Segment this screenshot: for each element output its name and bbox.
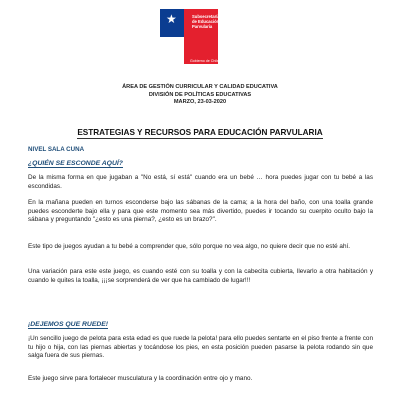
paragraph: Este juego sirve para fortalecer musculatura y la coordinación entre ojo y mano. — [28, 375, 253, 382]
section-heading — [28, 160, 123, 167]
section-heading-text: ¡DEJEMOS QUE RUEDE! — [28, 321, 109, 328]
document-title — [0, 128, 400, 137]
paragraph: De la misma forma en que jugaban a "No está, sí está" cuando era un bebé … hora puedes jugar con tu bebé a las escondidas. — [28, 174, 373, 190]
logo-label — [192, 14, 232, 29]
logo-line-1: Subsecretaría — [192, 14, 220, 19]
logo-blue-block — [160, 9, 184, 37]
section-heading — [28, 321, 108, 328]
logo-line-3: Parvularia — [192, 24, 213, 29]
level-label: NIVEL SALA CUNA — [28, 146, 85, 153]
paragraph: ¡Un sencillo juego de pelota para esta edad es que ruede la pelota! para ello puedes sentarte en el piso frente a frente con tu hijo o hija, con las piernas abiertas y tocándose los pies, en esta posición pueden pasarse la pelota rodando sin que salga fuera de sus piernas. — [28, 335, 373, 360]
ministry-logo — [160, 9, 232, 69]
paragraph: Este tipo de juegos ayudan a tu bebé a comprender que, sólo porque no vea algo, no quiere decir que no esté ahí. — [28, 243, 350, 250]
document-title-text: ESTRATEGIAS Y RECURSOS PARA EDUCACIÓN PARVULARIA — [77, 128, 323, 137]
paragraph: Una variación para este este juego, es cuando esté con su toalla y con la cabecita cubierta, llevarlo a otra habitación y cuando le quites la toalla, ¡¡¡se sorprenderá de ver que ha cambiado de lugar!!! — [28, 268, 373, 284]
logo-line-2: de Educación — [192, 19, 220, 24]
section-heading-text: ¿QUIÉN SE ESCONDE AQUÍ? — [28, 160, 123, 167]
star-icon: ★ — [166, 12, 177, 26]
header-division: DIVISIÓN DE POLÍTICAS EDUCATIVAS — [148, 91, 252, 98]
logo-footer: Gobierno de Chile — [190, 59, 219, 63]
header-area: ÁREA DE GESTIÓN CURRICULAR Y CALIDAD EDUCATIVA — [122, 84, 278, 90]
header-date: MARZO, 23-03-2020 — [173, 99, 227, 105]
document-header — [0, 84, 400, 107]
paragraph: En la mañana pueden en turnos esconderse bajo las sábanas de la cama; a la hora del baño, con una toalla grande puedes esconderte bajo ella y para que este momento sea más divertido, puedes ir tocando su cuerpito oculto bajo la sábana y preguntando "¿esto es una pierna?, ¿esto es un brazo?". — [28, 199, 373, 224]
